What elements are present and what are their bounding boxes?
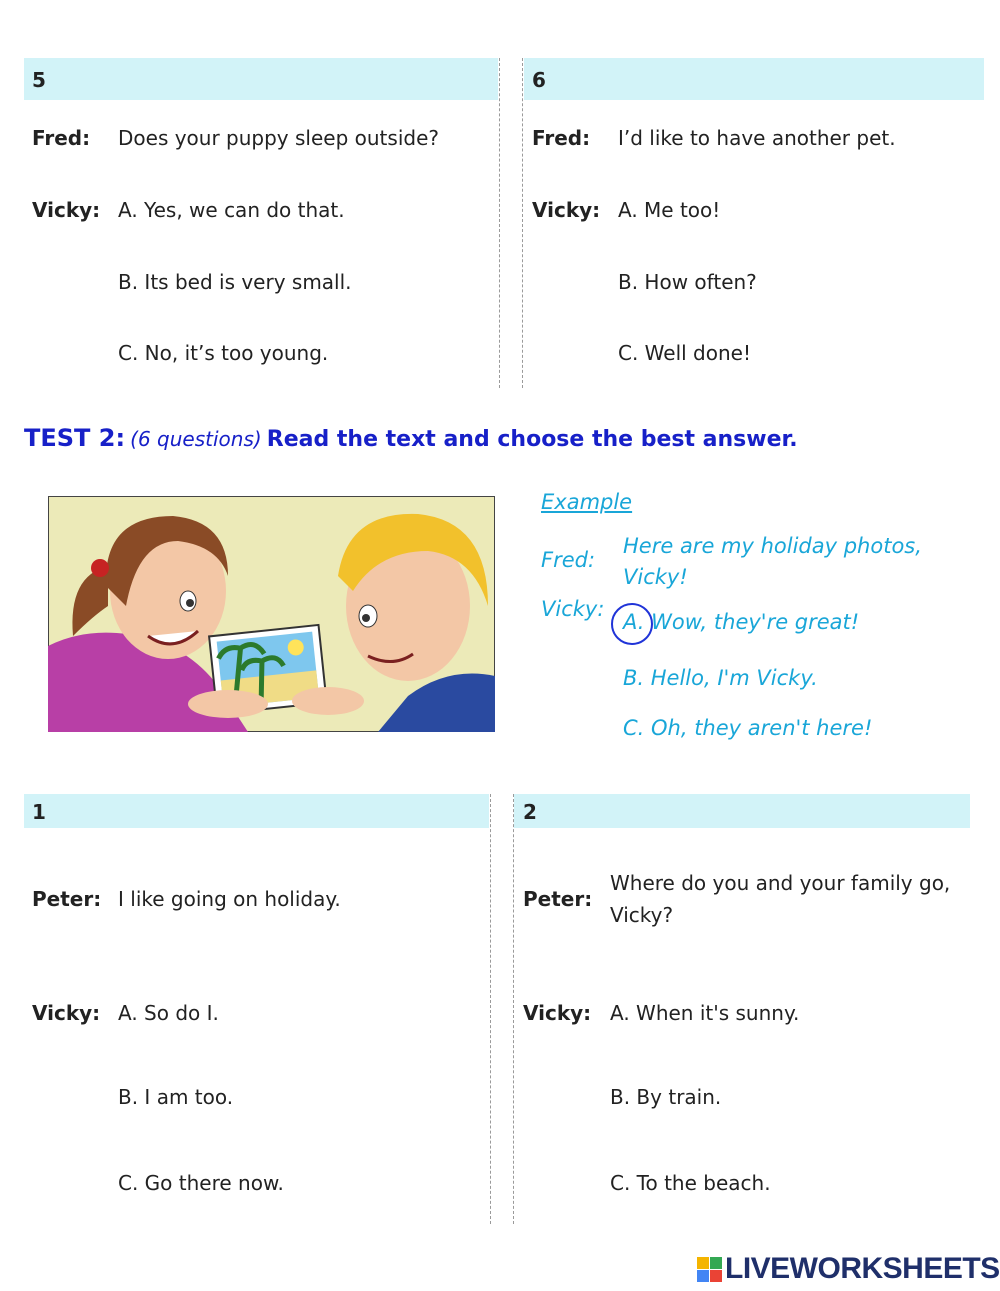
column-divider-bottom-1 <box>490 794 491 1224</box>
q2-number: 2 <box>523 800 537 824</box>
q5-question: Does your puppy sleep outside? <box>118 126 439 150</box>
q6-speaker-fred: Fred: <box>532 126 591 150</box>
logo-text: LIVEWORKSHEETS <box>725 1252 1000 1285</box>
logo-icon <box>697 1255 723 1283</box>
q6-number: 6 <box>532 68 546 92</box>
q6-question: I’d like to have another pet. <box>618 126 896 150</box>
test2-heading: TEST 2: <box>24 424 126 452</box>
q2-speaker-peter: Peter: <box>523 887 593 911</box>
test2-instruction: Read the text and choose the best answer. <box>266 427 798 452</box>
example-option-b: B. Hello, I'm Vicky. <box>623 666 818 690</box>
q6-option-c[interactable]: C. Well done! <box>618 341 751 365</box>
q5-speaker-vicky: Vicky: <box>32 198 101 222</box>
q6-option-a[interactable]: A. Me too! <box>618 198 721 222</box>
q2-option-c[interactable]: C. To the beach. <box>610 1171 771 1195</box>
liveworksheets-logo <box>697 1252 1000 1286</box>
q5-speaker-fred: Fred: <box>32 126 91 150</box>
q1-option-b[interactable]: B. I am too. <box>118 1085 234 1109</box>
example-line-2: Vicky! <box>623 565 688 589</box>
q5-option-a[interactable]: A. Yes, we can do that. <box>118 198 345 222</box>
q6-option-b[interactable]: B. How often? <box>618 270 757 294</box>
q2-header-bar <box>514 794 970 828</box>
example-option-a: A. Wow, they're great! <box>623 610 860 634</box>
q2-option-a[interactable]: A. When it's sunny. <box>610 1001 800 1025</box>
q1-speaker-peter: Peter: <box>32 887 102 911</box>
q2-speaker-vicky: Vicky: <box>523 1001 592 1025</box>
example-line-1: Here are my holiday photos, <box>623 534 922 558</box>
q6-speaker-vicky: Vicky: <box>532 198 601 222</box>
q5-number: 5 <box>32 68 46 92</box>
test2-subheading: (6 questions) <box>130 427 262 451</box>
q1-header-bar <box>24 794 489 828</box>
example-speaker-vicky: Vicky: <box>541 597 605 621</box>
q2-option-b[interactable]: B. By train. <box>610 1085 722 1109</box>
q6-header-bar <box>524 58 984 100</box>
q1-option-a[interactable]: A. So do I. <box>118 1001 219 1025</box>
test2-title <box>24 424 798 452</box>
q1-option-c[interactable]: C. Go there now. <box>118 1171 284 1195</box>
holiday-photo-illustration <box>48 496 495 732</box>
column-divider-top-1 <box>499 58 500 388</box>
example-speaker-fred: Fred: <box>541 548 596 572</box>
column-divider-bottom-2 <box>513 794 514 1224</box>
column-divider-top-2 <box>522 58 523 388</box>
q1-speaker-vicky: Vicky: <box>32 1001 101 1025</box>
q5-header-bar <box>24 58 498 100</box>
q5-option-c[interactable]: C. No, it’s too young. <box>118 341 329 365</box>
example-option-c: C. Oh, they aren't here! <box>623 716 873 740</box>
q1-question: I like going on holiday. <box>118 887 341 911</box>
q2-question: Where do you and your family go, Vicky? <box>610 871 951 927</box>
q1-number: 1 <box>32 800 46 824</box>
example-label: Example <box>541 490 633 514</box>
q5-option-b[interactable]: B. Its bed is very small. <box>118 270 352 294</box>
